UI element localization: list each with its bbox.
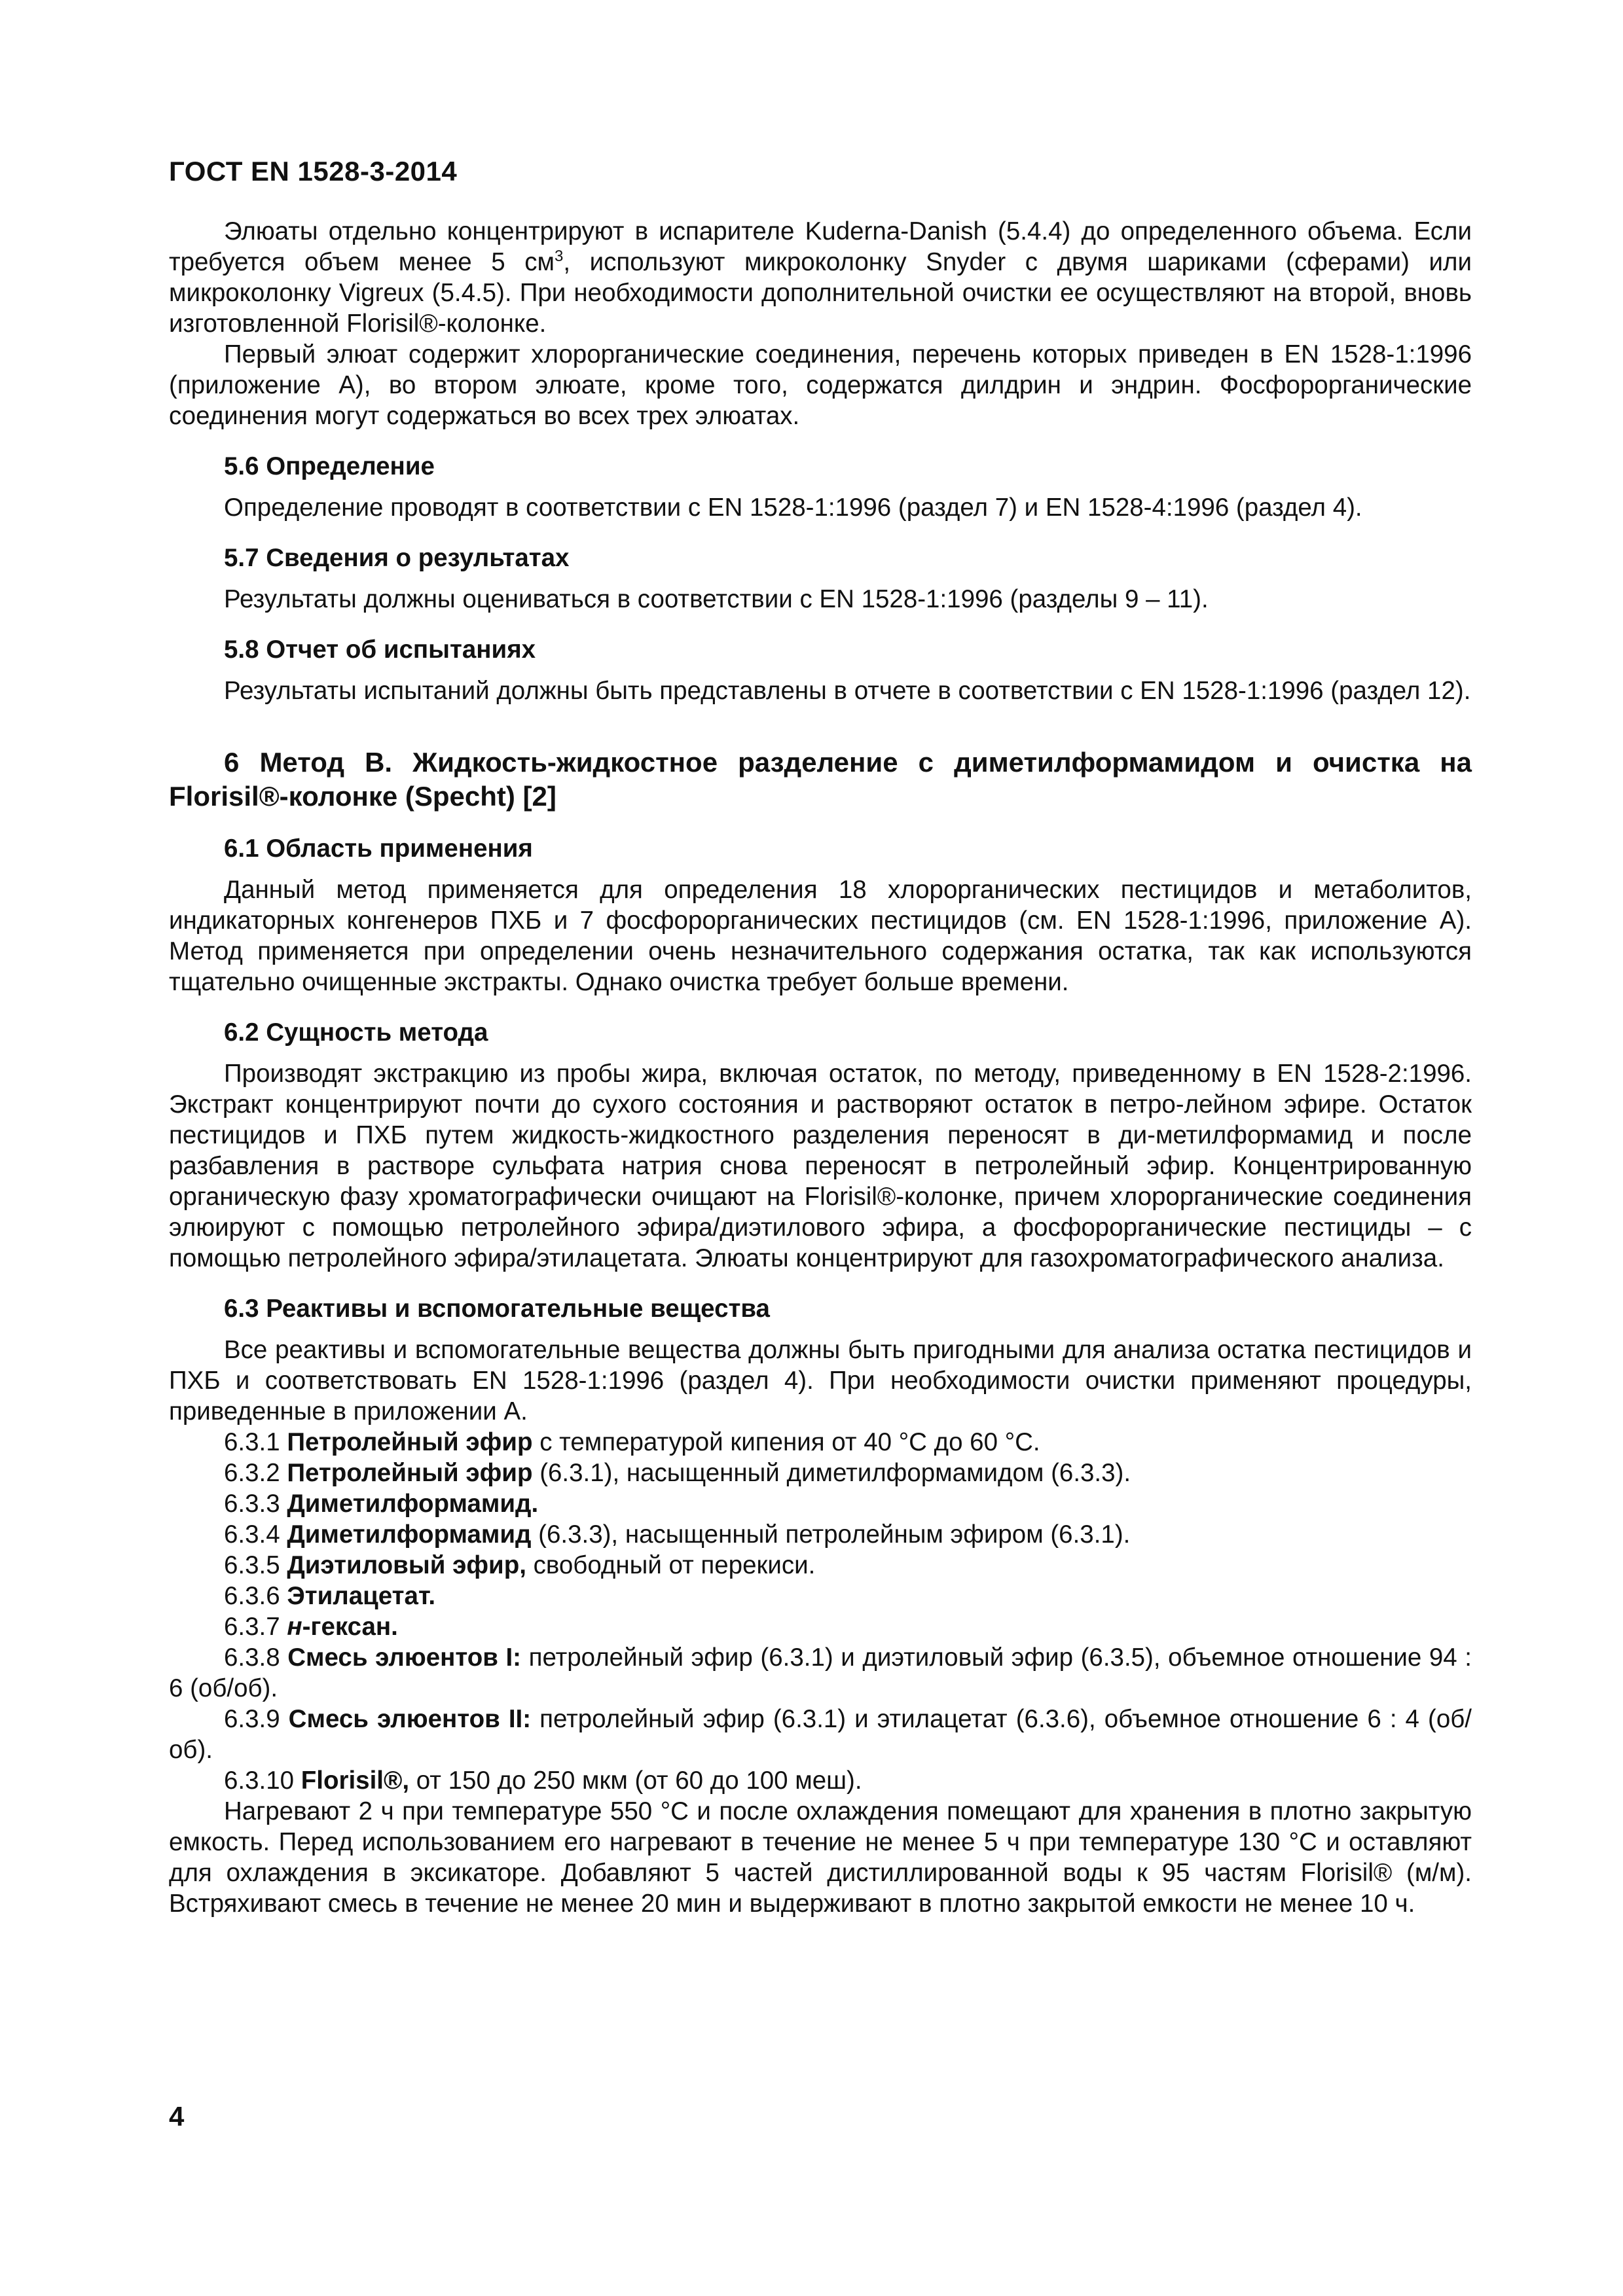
reagent-item — [169, 1704, 1472, 1765]
heading-5-6: 5.6 Определение — [224, 452, 435, 480]
reagent-item-term: Петролейный эфир — [287, 1459, 533, 1487]
paragraph-6-1: Данный метод применяется для определения 18 хлорорганических пестицидов и метаболитов, индикаторных конгенеров ПХБ и 7 фосфорорганических пестицидов (см. EN 1528-1:1996, приложение А). Метод применяется при определении очень незначительного содержания остатка, так как используются тщательно очищенные экстракты. Однако очистка требует больше времени. — [169, 876, 1472, 996]
reagent-item-description: свободный от перекиси. — [526, 1551, 816, 1579]
reagent-item-number: 6.3.6 — [224, 1582, 287, 1610]
paragraph-first-eluate: Первый элюат содержит хлорорганические соединения, перечень которых приведен в EN 1528-1:1996 (приложение А), во втором элюате, кроме того, содержатся дилдрин и эндрин. Фосфорорганические соединения могут содержаться во всех трех элюатах. — [169, 340, 1472, 430]
reagent-item-description: с температурой кипения от 40 °С до 60 °С. — [532, 1428, 1040, 1456]
reagent-item-term: Этилацетат. — [287, 1582, 436, 1610]
paragraph-eluate-text-a: Элюаты отдельно концентрируют в испарителе Kuderna-Danish (5.4.4) до определенного объема. Если требуется объем менее 5 см — [169, 217, 1472, 276]
reagent-item-term: Диметилформамид — [287, 1520, 532, 1549]
heading-6-3: 6.3 Реактивы и вспомогательные вещества — [224, 1295, 770, 1323]
reagent-item-number: 6.3.4 — [224, 1520, 287, 1549]
paragraph-florisil-note: Нагревают 2 ч при температуре 550 °С и после охлаждения помещают для хранения в плотно закрытую емкость. Перед использованием его нагревают в течение не менее 5 ч при температуре 130 °С и оставляют для охлаждения в эксикаторе. Добавляют 5 частей дистиллированной воды к 95 частям Florisil® (м/м). Встряхивают смесь в течение не менее 20 мин и выдерживают в плотно закрытой емкости не менее 10 ч. — [169, 1797, 1472, 1918]
page-number: 4 — [169, 2101, 185, 2132]
reagent-item-term: Петролейный эфир — [287, 1428, 533, 1456]
paragraph-5-7: Результаты должны оцениваться в соответствии с EN 1528-1:1996 (разделы 9 – 11). — [224, 585, 1209, 613]
reagent-item — [169, 1611, 1472, 1642]
paragraph-5-8: Результаты испытаний должны быть представлены в отчете в соответствии с EN 1528-1:1996 (раздел 12). — [224, 677, 1471, 705]
reagent-item-description: (6.3.3), насыщенный петролейным эфиром (6.3.1). — [531, 1520, 1131, 1549]
document-body — [169, 216, 1472, 1919]
reagent-item-number: 6.3.5 — [224, 1551, 287, 1579]
reagent-item-number: 6.3.2 — [224, 1459, 287, 1487]
paragraph-eluate-concentration — [169, 216, 1472, 339]
paragraph-eluate-text-b: , используют микроколонку Snyder с двумя шариками (сферами) или микроколонку Vigreux (5.4.5). При необходимости дополнительной очистки ее осуществляют на второй, вновь изготовленной Florisil®-колонке. — [169, 248, 1472, 338]
reagent-item — [169, 1458, 1472, 1488]
reagent-item-term: Диэтиловый эфир, — [287, 1551, 526, 1579]
paragraph-5-6: Определение проводят в соответствии с EN 1528-1:1996 (раздел 7) и EN 1528-4:1996 (раздел 4). — [224, 493, 1362, 522]
reagent-item-term: Смесь элюентов II: — [288, 1705, 532, 1733]
reagent-item-number: 6.3.7 — [224, 1613, 287, 1641]
reagent-item-description: (6.3.1), насыщенный диметилформамидом (6.3.3). — [532, 1459, 1131, 1487]
reagent-item-number: 6.3.3 — [224, 1490, 287, 1518]
reagent-item-description: петролейный эфир (6.3.1) и диэтиловый эфир (6.3.5), объемное отношение 94 : 6 (об/об). — [169, 1643, 1472, 1702]
document-header-id: ГОСТ EN 1528-3-2014 — [169, 156, 458, 187]
heading-section-6: 6 Метод В. Жидкость-жидкостное разделение с диметилформамидом и очистка на Florisil®-колонке (Specht) [2] — [169, 747, 1472, 812]
reagent-item-number: 6.3.9 — [224, 1705, 289, 1733]
paragraph-6-3: Все реактивы и вспомогательные вещества должны быть пригодными для анализа остатка пестицидов и ПХБ и соответствовать EN 1528-1:1996 (раздел 4). При необходимости очистки применяют процедуры, приведенные в приложении А. — [169, 1336, 1472, 1426]
heading-6-2: 6.2 Сущность метода — [224, 1018, 488, 1047]
reagent-item-term: н-гексан. — [287, 1613, 398, 1641]
heading-5-7: 5.7 Сведения о результатах — [224, 544, 570, 572]
reagent-item-number: 6.3.1 — [224, 1428, 287, 1456]
reagent-item — [169, 1427, 1472, 1458]
reagent-item-description: от 150 до 250 мкм (от 60 до 100 меш). — [409, 1767, 862, 1795]
reagent-item — [169, 1550, 1472, 1581]
heading-6-1: 6.1 Область применения — [224, 834, 533, 863]
reagent-item-term: Florisil®, — [301, 1767, 410, 1795]
reagent-item — [169, 1765, 1472, 1796]
heading-5-8: 5.8 Отчет об испытаниях — [224, 636, 536, 664]
reagent-item-term: Диметилформамид. — [287, 1490, 539, 1518]
superscript-3: 3 — [554, 247, 564, 266]
reagent-list — [169, 1427, 1472, 1796]
reagent-item-number: 6.3.8 — [224, 1643, 288, 1672]
reagent-item-description: петролейный эфир (6.3.1) и этилацетат (6.3.6), объемное отношение 6 : 4 (об/об). — [169, 1705, 1472, 1764]
reagent-item — [169, 1488, 1472, 1519]
reagent-item — [169, 1581, 1472, 1611]
reagent-item-number: 6.3.10 — [224, 1767, 301, 1795]
reagent-item — [169, 1642, 1472, 1704]
reagent-item-term: Смесь элюентов I: — [287, 1643, 522, 1672]
paragraph-6-2: Производят экстракцию из пробы жира, включая остаток, по методу, приведенному в EN 1528-2:1996. Экстракт концентрируют почти до сухого состояния и растворяют остаток в петро-лейном эфире. Остаток пестицидов и ПХБ путем жидкость-жидкостного разделения переносят в ди-метилформамид и после разбавления в растворе сульфата натрия снова переносят в петролейный эфир. Концентрированную органическую фазу хроматографически очищают на Florisil®-колонке, причем хлорорганические соединения элюируют с помощью петролейного эфира/диэтилового эфира, а фосфорорганические пестициды – с помощью петролейного эфира/этилацетата. Элюаты концентрируют для газохроматографического анализа. — [169, 1060, 1472, 1272]
reagent-item — [169, 1519, 1472, 1550]
